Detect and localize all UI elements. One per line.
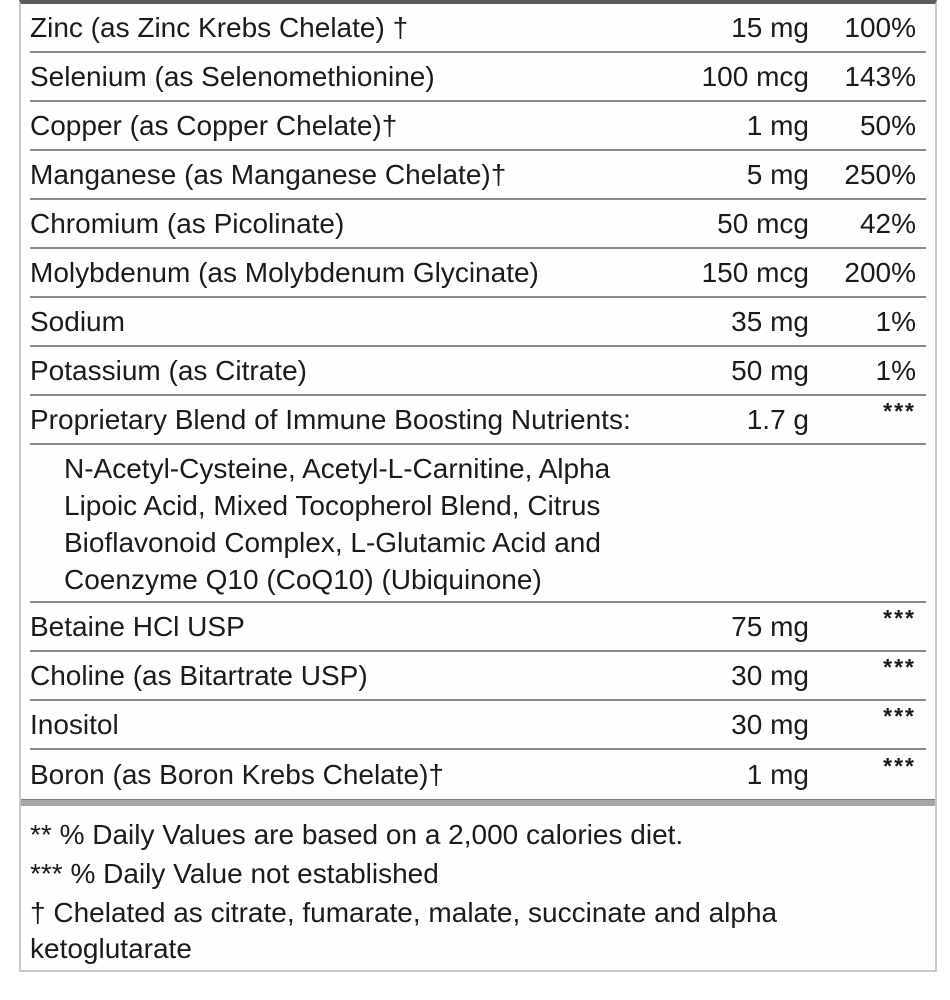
nutrient-daily-value: 42% (859, 207, 916, 239)
nutrient-name: Proprietary Blend of Immune Boosting Nutrients: (30, 403, 631, 435)
nutrient-row-chromium (30, 200, 926, 249)
nutrient-name: Molybdenum (as Molybdenum Glycinate) (30, 256, 539, 288)
nutrient-daily-value: 50% (859, 109, 916, 141)
nutrient-name: Copper (as Copper Chelate)† (30, 109, 398, 141)
nutrient-daily-value (809, 653, 916, 692)
nutrient-daily-value: 100% (844, 11, 916, 43)
proprietary-blend-ingredients-block (30, 445, 926, 603)
nutrient-name: Selenium (as Selenomethionine) (30, 60, 435, 92)
nutrient-row-sodium (30, 298, 926, 347)
nutrient-row-selenium (30, 53, 926, 102)
not-established-marker: *** (883, 397, 916, 424)
nutrient-daily-value: 1% (875, 305, 916, 337)
nutrient-amount: 150 mcg (701, 256, 809, 288)
nutrient-name: Manganese (as Manganese Chelate)† (30, 158, 507, 190)
nutrient-row-zinc (30, 4, 926, 53)
nutrient-name: Boron (as Boron Krebs Chelate)† (30, 758, 444, 790)
nutrient-daily-value (809, 752, 916, 791)
footnote-chelated: † Chelated as citrate, fumarate, malate, succinate and alpha ketoglutarate (30, 897, 778, 964)
nutrient-row-betaine (30, 603, 926, 652)
nutrient-daily-value (809, 604, 916, 643)
nutrient-row-boron (30, 750, 926, 799)
nutrient-daily-value (809, 702, 916, 741)
nutrient-daily-value: 200% (844, 256, 916, 288)
footnote-not-established: *** % Daily Value not established (30, 858, 439, 889)
nutrient-row-proprietary-blend (30, 396, 926, 445)
nutrient-name: Choline (as Bitartrate USP) (30, 659, 368, 691)
footnote-daily-values: ** % Daily Values are based on a 2,000 calories diet. (30, 819, 684, 850)
nutrient-amount: 15 mg (731, 11, 809, 43)
nutrient-amount: 30 mg (731, 708, 809, 740)
not-established-marker: *** (883, 604, 916, 631)
nutrient-amount: 5 mg (746, 158, 809, 190)
nutrient-name: Chromium (as Picolinate) (30, 207, 345, 239)
nutrient-amount: 50 mg (731, 354, 809, 386)
nutrient-daily-value: 143% (844, 60, 916, 92)
nutrient-amount: 35 mg (731, 305, 809, 337)
nutrient-row-choline (30, 652, 926, 701)
nutrient-row-copper (30, 102, 926, 151)
nutrient-name: Sodium (30, 305, 125, 337)
nutrient-name: Potassium (as Citrate) (30, 354, 307, 386)
nutrient-row-molybdenum (30, 249, 926, 298)
nutrient-row-inositol (30, 701, 926, 750)
nutrient-daily-value: 250% (844, 158, 916, 190)
footnotes-section (30, 806, 926, 967)
nutrient-amount: 1 mg (746, 758, 809, 790)
supplement-facts-panel (19, 0, 937, 972)
nutrient-daily-value: 1% (875, 354, 916, 386)
nutrient-amount: 30 mg (731, 659, 809, 691)
nutrient-amount: 1.7 g (746, 403, 809, 435)
nutrient-name: Inositol (30, 708, 119, 740)
not-established-marker: *** (883, 752, 916, 779)
nutrient-row-manganese (30, 151, 926, 200)
proprietary-blend-ingredients: N-Acetyl-Cysteine, Acetyl-L-Carnitine, Alpha Lipoic Acid, Mixed Tocopherol Blend, Citrus Bioflavonoid Complex, L-Glutamic Acid and Coenzyme Q10 (CoQ10) (Ubiquinone) (64, 453, 611, 595)
nutrient-daily-value (809, 397, 916, 436)
not-established-marker: *** (883, 702, 916, 729)
nutrient-amount: 75 mg (731, 610, 809, 642)
nutrient-name: Betaine HCl USP (30, 610, 245, 642)
nutrient-amount: 50 mcg (717, 207, 809, 239)
nutrient-amount: 100 mcg (701, 60, 809, 92)
nutrient-amount: 1 mg (746, 109, 809, 141)
nutrient-name: Zinc (as Zinc Krebs Chelate) † (30, 11, 409, 43)
nutrient-row-potassium (30, 347, 926, 396)
not-established-marker: *** (883, 653, 916, 680)
thick-divider (21, 799, 935, 806)
